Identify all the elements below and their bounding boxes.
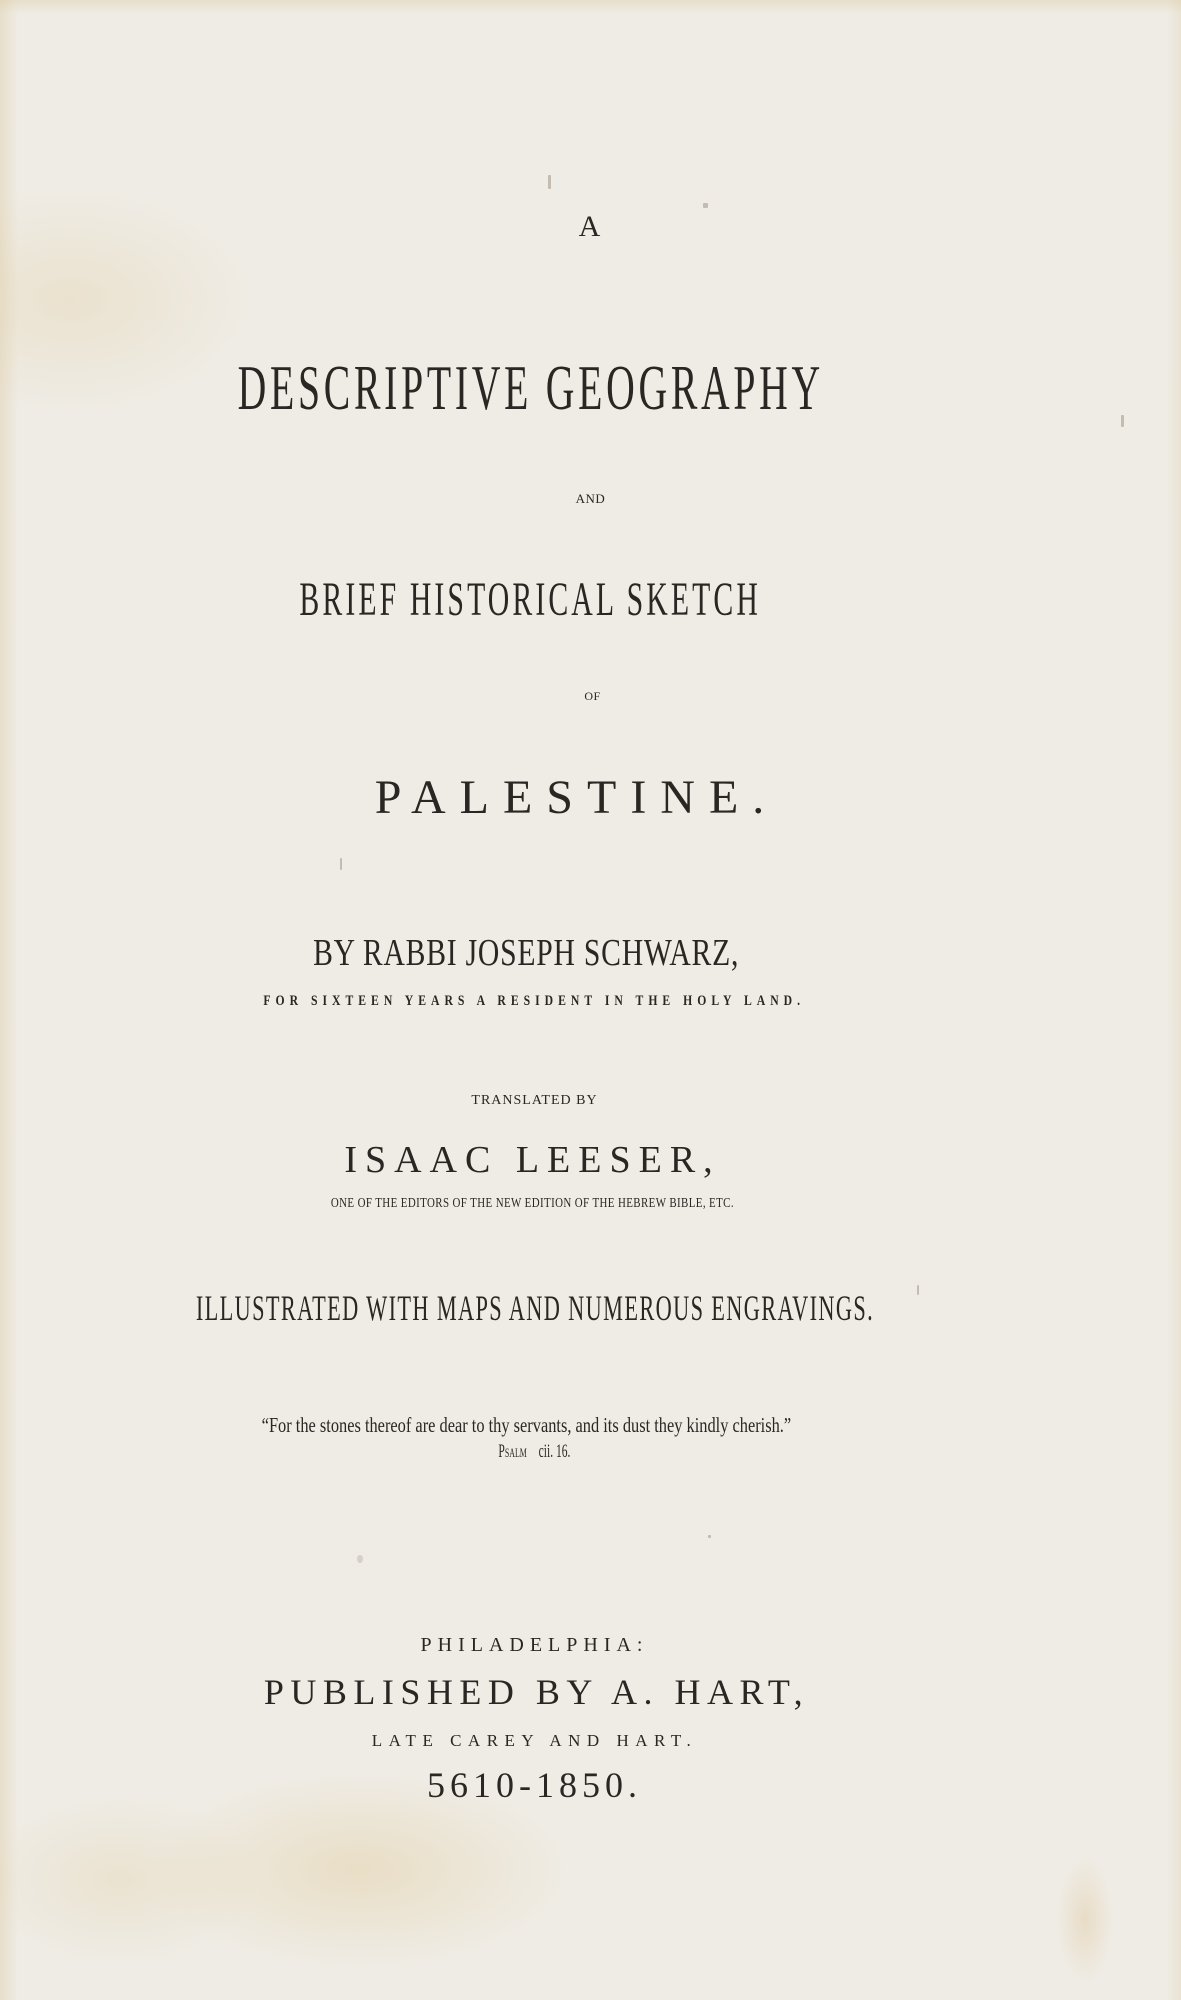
imprint-city: PHILADELPHIA: [420, 1634, 649, 1656]
imprint-year: 5610-1850. [427, 1765, 642, 1805]
paper-speck [708, 1535, 711, 1538]
title-conjunction: AND [575, 491, 606, 506]
paper-speck [357, 1555, 363, 1563]
epigraph-citation [0, 1442, 1125, 1461]
title-place: PALESTINE. [374, 771, 779, 824]
translator-name: ISAAC LEESER, [344, 1139, 721, 1181]
title-preposition: OF [584, 689, 601, 703]
epigraph-quote: “For the stones thereof are dear to thy servants, and its dust they kindly cherish.” [261, 1413, 792, 1437]
translator-note: ONE OF THE EDITORS OF THE NEW EDITION OF THE HEBREW BIBLE, ETC. [330, 1196, 735, 1211]
author-note: FOR SIXTEEN YEARS A RESIDENT IN THE HOLY LAND. [263, 993, 806, 1009]
imprint-publisher-note: LATE CAREY AND HART. [371, 1731, 698, 1750]
translated-by-label: TRANSLATED BY [471, 1093, 598, 1108]
citation-reference: cii. 16. [538, 1441, 571, 1462]
citation-book: Psalm [498, 1441, 527, 1462]
imprint-publisher: PUBLISHED BY A. HART, [263, 1672, 810, 1712]
illustrations-note: ILLUSTRATED WITH MAPS AND NUMEROUS ENGRAVINGS. [195, 1288, 874, 1328]
title-article: A [578, 210, 601, 243]
sub-title: BRIEF HISTORICAL SKETCH [299, 573, 762, 626]
paper-speck [703, 203, 708, 208]
paper-speck [340, 858, 342, 870]
author-line: BY RABBI JOSEPH SCHWARZ, [313, 932, 740, 974]
paper-speck [1121, 415, 1124, 427]
main-title: DESCRIPTIVE GEOGRAPHY [237, 352, 824, 423]
paper-speck [548, 175, 551, 189]
